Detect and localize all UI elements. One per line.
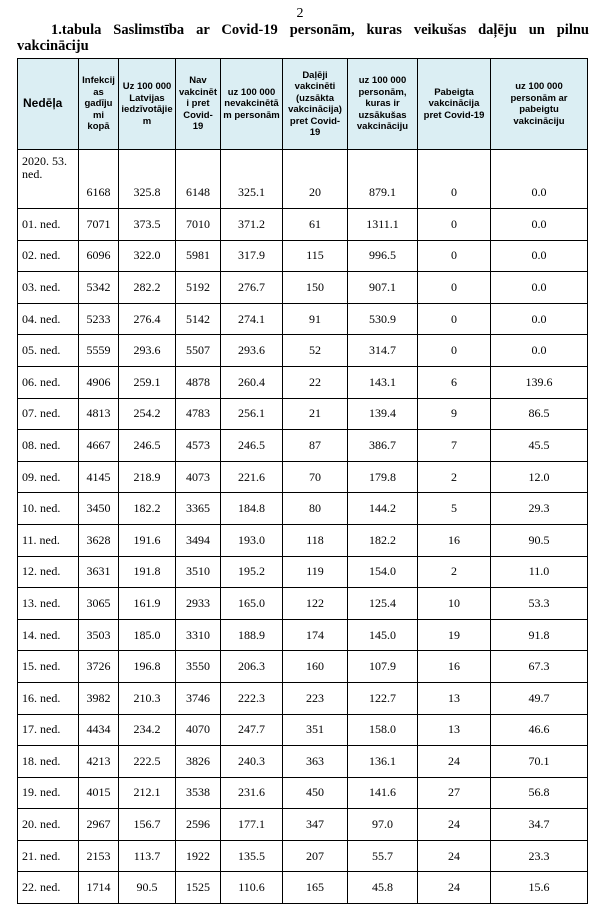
- per-100k-unvaccinated-cell: 206.3: [221, 651, 283, 683]
- total-cases-cell: 3503: [79, 619, 119, 651]
- partially-vaccinated-cell: 61: [283, 209, 348, 241]
- fully-vaccinated-cell: 0: [418, 150, 491, 209]
- per-100k-population-cell: 191.8: [119, 556, 176, 588]
- per-100k-population-cell: 196.8: [119, 651, 176, 683]
- fully-vaccinated-cell: 0: [418, 303, 491, 335]
- week-cell: 21. ned.: [18, 840, 79, 872]
- per-100k-fully-cell: 15.6: [491, 872, 588, 904]
- fully-vaccinated-cell: 6: [418, 366, 491, 398]
- unvaccinated-cell: 5142: [176, 303, 221, 335]
- week-cell: 09. ned.: [18, 461, 79, 493]
- total-cases-cell: 5342: [79, 272, 119, 304]
- fully-vaccinated-cell: 5: [418, 493, 491, 525]
- week-cell: 03. ned.: [18, 272, 79, 304]
- per-100k-unvaccinated-cell: 165.0: [221, 588, 283, 620]
- fully-vaccinated-cell: 24: [418, 809, 491, 841]
- table-row: [18, 398, 588, 430]
- table-row: [18, 240, 588, 272]
- unvaccinated-cell: 4878: [176, 366, 221, 398]
- per-100k-population-cell: 212.1: [119, 777, 176, 809]
- per-100k-unvaccinated-cell: 177.1: [221, 809, 283, 841]
- per-100k-population-cell: 259.1: [119, 366, 176, 398]
- total-cases-cell: 5559: [79, 335, 119, 367]
- table-row: [18, 588, 588, 620]
- per-100k-population-cell: 276.4: [119, 303, 176, 335]
- table-row: [18, 777, 588, 809]
- per-100k-partially-cell: 45.8: [348, 872, 418, 904]
- per-100k-fully-cell: 90.5: [491, 524, 588, 556]
- partially-vaccinated-cell: 21: [283, 398, 348, 430]
- per-100k-unvaccinated-cell: 247.7: [221, 714, 283, 746]
- unvaccinated-cell: 1922: [176, 840, 221, 872]
- partially-vaccinated-cell: 91: [283, 303, 348, 335]
- week-cell: 04. ned.: [18, 303, 79, 335]
- per-100k-fully-cell: 0.0: [491, 240, 588, 272]
- fully-vaccinated-cell: 9: [418, 398, 491, 430]
- partially-vaccinated-cell: 70: [283, 461, 348, 493]
- partially-vaccinated-cell: 122: [283, 588, 348, 620]
- per-100k-partially-cell: 125.4: [348, 588, 418, 620]
- total-cases-cell: 4813: [79, 398, 119, 430]
- per-100k-unvaccinated-cell: 371.2: [221, 209, 283, 241]
- total-cases-cell: 3982: [79, 682, 119, 714]
- total-cases-cell: 4906: [79, 366, 119, 398]
- total-cases-cell: 3450: [79, 493, 119, 525]
- header-fully-vaccinated: Pabeigta vakcinācija pret Covid-19: [418, 59, 491, 150]
- fully-vaccinated-cell: 2: [418, 556, 491, 588]
- per-100k-fully-cell: 0.0: [491, 209, 588, 241]
- header-unvaccinated: Nav vakcinēti pret Covid-19: [176, 59, 221, 150]
- header-partially-vaccinated: Daļēji vakcinēti (uzsākta vakcinācija) pret Covid-19: [283, 59, 348, 150]
- per-100k-population-cell: 210.3: [119, 682, 176, 714]
- per-100k-partially-cell: 55.7: [348, 840, 418, 872]
- per-100k-population-cell: 156.7: [119, 809, 176, 841]
- header-per-100k-partially: uz 100 000 personām, kuras ir uzsākušas vakcināciju: [348, 59, 418, 150]
- per-100k-population-cell: 113.7: [119, 840, 176, 872]
- per-100k-fully-cell: 23.3: [491, 840, 588, 872]
- fully-vaccinated-cell: 7: [418, 430, 491, 462]
- partially-vaccinated-cell: 150: [283, 272, 348, 304]
- table-row: [18, 303, 588, 335]
- total-cases-cell: 4434: [79, 714, 119, 746]
- unvaccinated-cell: 1525: [176, 872, 221, 904]
- week-cell: 01. ned.: [18, 209, 79, 241]
- partially-vaccinated-cell: 450: [283, 777, 348, 809]
- per-100k-partially-cell: 530.9: [348, 303, 418, 335]
- per-100k-fully-cell: 0.0: [491, 150, 588, 209]
- per-100k-population-cell: 90.5: [119, 872, 176, 904]
- per-100k-fully-cell: 46.6: [491, 714, 588, 746]
- per-100k-partially-cell: 158.0: [348, 714, 418, 746]
- per-100k-partially-cell: 122.7: [348, 682, 418, 714]
- unvaccinated-cell: 6148: [176, 150, 221, 209]
- per-100k-partially-cell: 179.8: [348, 461, 418, 493]
- week-cell: 05. ned.: [18, 335, 79, 367]
- per-100k-population-cell: 161.9: [119, 588, 176, 620]
- partially-vaccinated-cell: 347: [283, 809, 348, 841]
- fully-vaccinated-cell: 24: [418, 840, 491, 872]
- table-row: [18, 335, 588, 367]
- unvaccinated-cell: 3746: [176, 682, 221, 714]
- week-cell: 13. ned.: [18, 588, 79, 620]
- partially-vaccinated-cell: 52: [283, 335, 348, 367]
- per-100k-population-cell: 185.0: [119, 619, 176, 651]
- table-row: [18, 493, 588, 525]
- week-cell: 19. ned.: [18, 777, 79, 809]
- per-100k-population-cell: 322.0: [119, 240, 176, 272]
- unvaccinated-cell: 4573: [176, 430, 221, 462]
- table-row: [18, 461, 588, 493]
- per-100k-population-cell: 218.9: [119, 461, 176, 493]
- per-100k-population-cell: 182.2: [119, 493, 176, 525]
- per-100k-fully-cell: 91.8: [491, 619, 588, 651]
- week-cell: 02. ned.: [18, 240, 79, 272]
- per-100k-unvaccinated-cell: 256.1: [221, 398, 283, 430]
- per-100k-fully-cell: 139.6: [491, 366, 588, 398]
- unvaccinated-cell: 3494: [176, 524, 221, 556]
- partially-vaccinated-cell: 119: [283, 556, 348, 588]
- fully-vaccinated-cell: 16: [418, 651, 491, 683]
- total-cases-cell: 6096: [79, 240, 119, 272]
- per-100k-fully-cell: 49.7: [491, 682, 588, 714]
- table-row: [18, 840, 588, 872]
- per-100k-population-cell: 254.2: [119, 398, 176, 430]
- per-100k-population-cell: 222.5: [119, 746, 176, 778]
- partially-vaccinated-cell: 223: [283, 682, 348, 714]
- unvaccinated-cell: 4783: [176, 398, 221, 430]
- per-100k-unvaccinated-cell: 188.9: [221, 619, 283, 651]
- header-per-100k-unvaccinated: uz 100 000 nevakcinētām personām: [221, 59, 283, 150]
- unvaccinated-cell: 7010: [176, 209, 221, 241]
- total-cases-cell: 4667: [79, 430, 119, 462]
- per-100k-fully-cell: 12.0: [491, 461, 588, 493]
- per-100k-fully-cell: 45.5: [491, 430, 588, 462]
- partially-vaccinated-cell: 20: [283, 150, 348, 209]
- header-total-cases: Infekcijas gadījumi kopā: [79, 59, 119, 150]
- week-cell: 20. ned.: [18, 809, 79, 841]
- unvaccinated-cell: 3365: [176, 493, 221, 525]
- per-100k-partially-cell: 879.1: [348, 150, 418, 209]
- fully-vaccinated-cell: 0: [418, 272, 491, 304]
- unvaccinated-cell: 3550: [176, 651, 221, 683]
- per-100k-unvaccinated-cell: 240.3: [221, 746, 283, 778]
- partially-vaccinated-cell: 351: [283, 714, 348, 746]
- table-row: [18, 682, 588, 714]
- fully-vaccinated-cell: 24: [418, 872, 491, 904]
- per-100k-population-cell: 373.5: [119, 209, 176, 241]
- fully-vaccinated-cell: 0: [418, 240, 491, 272]
- table-header-row: [18, 59, 588, 150]
- table-row: [18, 150, 588, 209]
- total-cases-cell: 4213: [79, 746, 119, 778]
- per-100k-fully-cell: 70.1: [491, 746, 588, 778]
- table-row: [18, 366, 588, 398]
- partially-vaccinated-cell: 22: [283, 366, 348, 398]
- per-100k-unvaccinated-cell: 195.2: [221, 556, 283, 588]
- unvaccinated-cell: 5192: [176, 272, 221, 304]
- per-100k-population-cell: 325.8: [119, 150, 176, 209]
- per-100k-partially-cell: 143.1: [348, 366, 418, 398]
- total-cases-cell: 7071: [79, 209, 119, 241]
- per-100k-unvaccinated-cell: 184.8: [221, 493, 283, 525]
- per-100k-fully-cell: 11.0: [491, 556, 588, 588]
- per-100k-partially-cell: 139.4: [348, 398, 418, 430]
- week-cell: 07. ned.: [18, 398, 79, 430]
- vaccination-table: [17, 58, 588, 904]
- week-cell: 08. ned.: [18, 430, 79, 462]
- table-row: [18, 209, 588, 241]
- table-row: [18, 524, 588, 556]
- partially-vaccinated-cell: 207: [283, 840, 348, 872]
- per-100k-unvaccinated-cell: 260.4: [221, 366, 283, 398]
- per-100k-fully-cell: 67.3: [491, 651, 588, 683]
- per-100k-unvaccinated-cell: 293.6: [221, 335, 283, 367]
- week-cell: 18. ned.: [18, 746, 79, 778]
- table-row: [18, 272, 588, 304]
- per-100k-fully-cell: 0.0: [491, 272, 588, 304]
- fully-vaccinated-cell: 13: [418, 714, 491, 746]
- table-row: [18, 619, 588, 651]
- week-cell: 22. ned.: [18, 872, 79, 904]
- week-cell: 15. ned.: [18, 651, 79, 683]
- per-100k-partially-cell: 386.7: [348, 430, 418, 462]
- table-row: [18, 809, 588, 841]
- per-100k-partially-cell: 145.0: [348, 619, 418, 651]
- table-row: [18, 556, 588, 588]
- fully-vaccinated-cell: 13: [418, 682, 491, 714]
- partially-vaccinated-cell: 165: [283, 872, 348, 904]
- per-100k-unvaccinated-cell: 274.1: [221, 303, 283, 335]
- partially-vaccinated-cell: 87: [283, 430, 348, 462]
- fully-vaccinated-cell: 24: [418, 746, 491, 778]
- per-100k-partially-cell: 907.1: [348, 272, 418, 304]
- per-100k-fully-cell: 86.5: [491, 398, 588, 430]
- week-cell: 14. ned.: [18, 619, 79, 651]
- total-cases-cell: 6168: [79, 150, 119, 209]
- total-cases-cell: 2153: [79, 840, 119, 872]
- per-100k-unvaccinated-cell: 246.5: [221, 430, 283, 462]
- per-100k-unvaccinated-cell: 193.0: [221, 524, 283, 556]
- per-100k-unvaccinated-cell: 135.5: [221, 840, 283, 872]
- partially-vaccinated-cell: 80: [283, 493, 348, 525]
- per-100k-fully-cell: 29.3: [491, 493, 588, 525]
- per-100k-population-cell: 191.6: [119, 524, 176, 556]
- week-cell: 2020. 53. ned.: [18, 150, 79, 209]
- per-100k-partially-cell: 314.7: [348, 335, 418, 367]
- fully-vaccinated-cell: 0: [418, 335, 491, 367]
- week-cell: 11. ned.: [18, 524, 79, 556]
- partially-vaccinated-cell: 118: [283, 524, 348, 556]
- header-week: Nedēļa: [18, 59, 79, 150]
- unvaccinated-cell: 3510: [176, 556, 221, 588]
- total-cases-cell: 3631: [79, 556, 119, 588]
- week-cell: 17. ned.: [18, 714, 79, 746]
- per-100k-partially-cell: 141.6: [348, 777, 418, 809]
- per-100k-fully-cell: 0.0: [491, 303, 588, 335]
- per-100k-population-cell: 282.2: [119, 272, 176, 304]
- unvaccinated-cell: 3826: [176, 746, 221, 778]
- per-100k-partially-cell: 154.0: [348, 556, 418, 588]
- total-cases-cell: 1714: [79, 872, 119, 904]
- fully-vaccinated-cell: 2: [418, 461, 491, 493]
- per-100k-fully-cell: 56.8: [491, 777, 588, 809]
- total-cases-cell: 5233: [79, 303, 119, 335]
- unvaccinated-cell: 3310: [176, 619, 221, 651]
- table-row: [18, 872, 588, 904]
- per-100k-unvaccinated-cell: 221.6: [221, 461, 283, 493]
- per-100k-partially-cell: 1311.1: [348, 209, 418, 241]
- table-row: [18, 746, 588, 778]
- per-100k-unvaccinated-cell: 325.1: [221, 150, 283, 209]
- week-cell: 10. ned.: [18, 493, 79, 525]
- per-100k-unvaccinated-cell: 110.6: [221, 872, 283, 904]
- fully-vaccinated-cell: 10: [418, 588, 491, 620]
- total-cases-cell: 4145: [79, 461, 119, 493]
- per-100k-population-cell: 293.6: [119, 335, 176, 367]
- page-number: 2: [296, 6, 304, 21]
- fully-vaccinated-cell: 16: [418, 524, 491, 556]
- unvaccinated-cell: 4073: [176, 461, 221, 493]
- unvaccinated-cell: 3538: [176, 777, 221, 809]
- per-100k-unvaccinated-cell: 231.6: [221, 777, 283, 809]
- total-cases-cell: 3628: [79, 524, 119, 556]
- total-cases-cell: 3065: [79, 588, 119, 620]
- per-100k-population-cell: 246.5: [119, 430, 176, 462]
- week-cell: 06. ned.: [18, 366, 79, 398]
- partially-vaccinated-cell: 160: [283, 651, 348, 683]
- total-cases-cell: 4015: [79, 777, 119, 809]
- per-100k-fully-cell: 0.0: [491, 335, 588, 367]
- partially-vaccinated-cell: 174: [283, 619, 348, 651]
- table-caption-text: 1.tabula Saslimstība ar Covid-19 personām, kuras veikušas daļēju un pilnu vakcināciju: [17, 22, 589, 54]
- total-cases-cell: 2967: [79, 809, 119, 841]
- table-row: [18, 714, 588, 746]
- per-100k-fully-cell: 53.3: [491, 588, 588, 620]
- table-row: [18, 430, 588, 462]
- per-100k-population-cell: 234.2: [119, 714, 176, 746]
- per-100k-unvaccinated-cell: 222.3: [221, 682, 283, 714]
- table-body: [18, 150, 588, 904]
- unvaccinated-cell: 5507: [176, 335, 221, 367]
- partially-vaccinated-cell: 115: [283, 240, 348, 272]
- week-cell: 12. ned.: [18, 556, 79, 588]
- per-100k-unvaccinated-cell: 276.7: [221, 272, 283, 304]
- unvaccinated-cell: 2933: [176, 588, 221, 620]
- header-per-100k-fully: uz 100 000 personām ar pabeigtu vakcināciju: [491, 59, 588, 150]
- unvaccinated-cell: 5981: [176, 240, 221, 272]
- per-100k-partially-cell: 182.2: [348, 524, 418, 556]
- fully-vaccinated-cell: 27: [418, 777, 491, 809]
- per-100k-fully-cell: 34.7: [491, 809, 588, 841]
- per-100k-partially-cell: 144.2: [348, 493, 418, 525]
- fully-vaccinated-cell: 19: [418, 619, 491, 651]
- fully-vaccinated-cell: 0: [418, 209, 491, 241]
- per-100k-partially-cell: 136.1: [348, 746, 418, 778]
- header-per-100k-population: Uz 100 000 Latvijas iedzīvotājiem: [119, 59, 176, 150]
- total-cases-cell: 3726: [79, 651, 119, 683]
- unvaccinated-cell: 4070: [176, 714, 221, 746]
- per-100k-partially-cell: 107.9: [348, 651, 418, 683]
- unvaccinated-cell: 2596: [176, 809, 221, 841]
- per-100k-partially-cell: 996.5: [348, 240, 418, 272]
- table-caption: [17, 22, 589, 54]
- week-cell: 16. ned.: [18, 682, 79, 714]
- per-100k-unvaccinated-cell: 317.9: [221, 240, 283, 272]
- partially-vaccinated-cell: 363: [283, 746, 348, 778]
- per-100k-partially-cell: 97.0: [348, 809, 418, 841]
- table-row: [18, 651, 588, 683]
